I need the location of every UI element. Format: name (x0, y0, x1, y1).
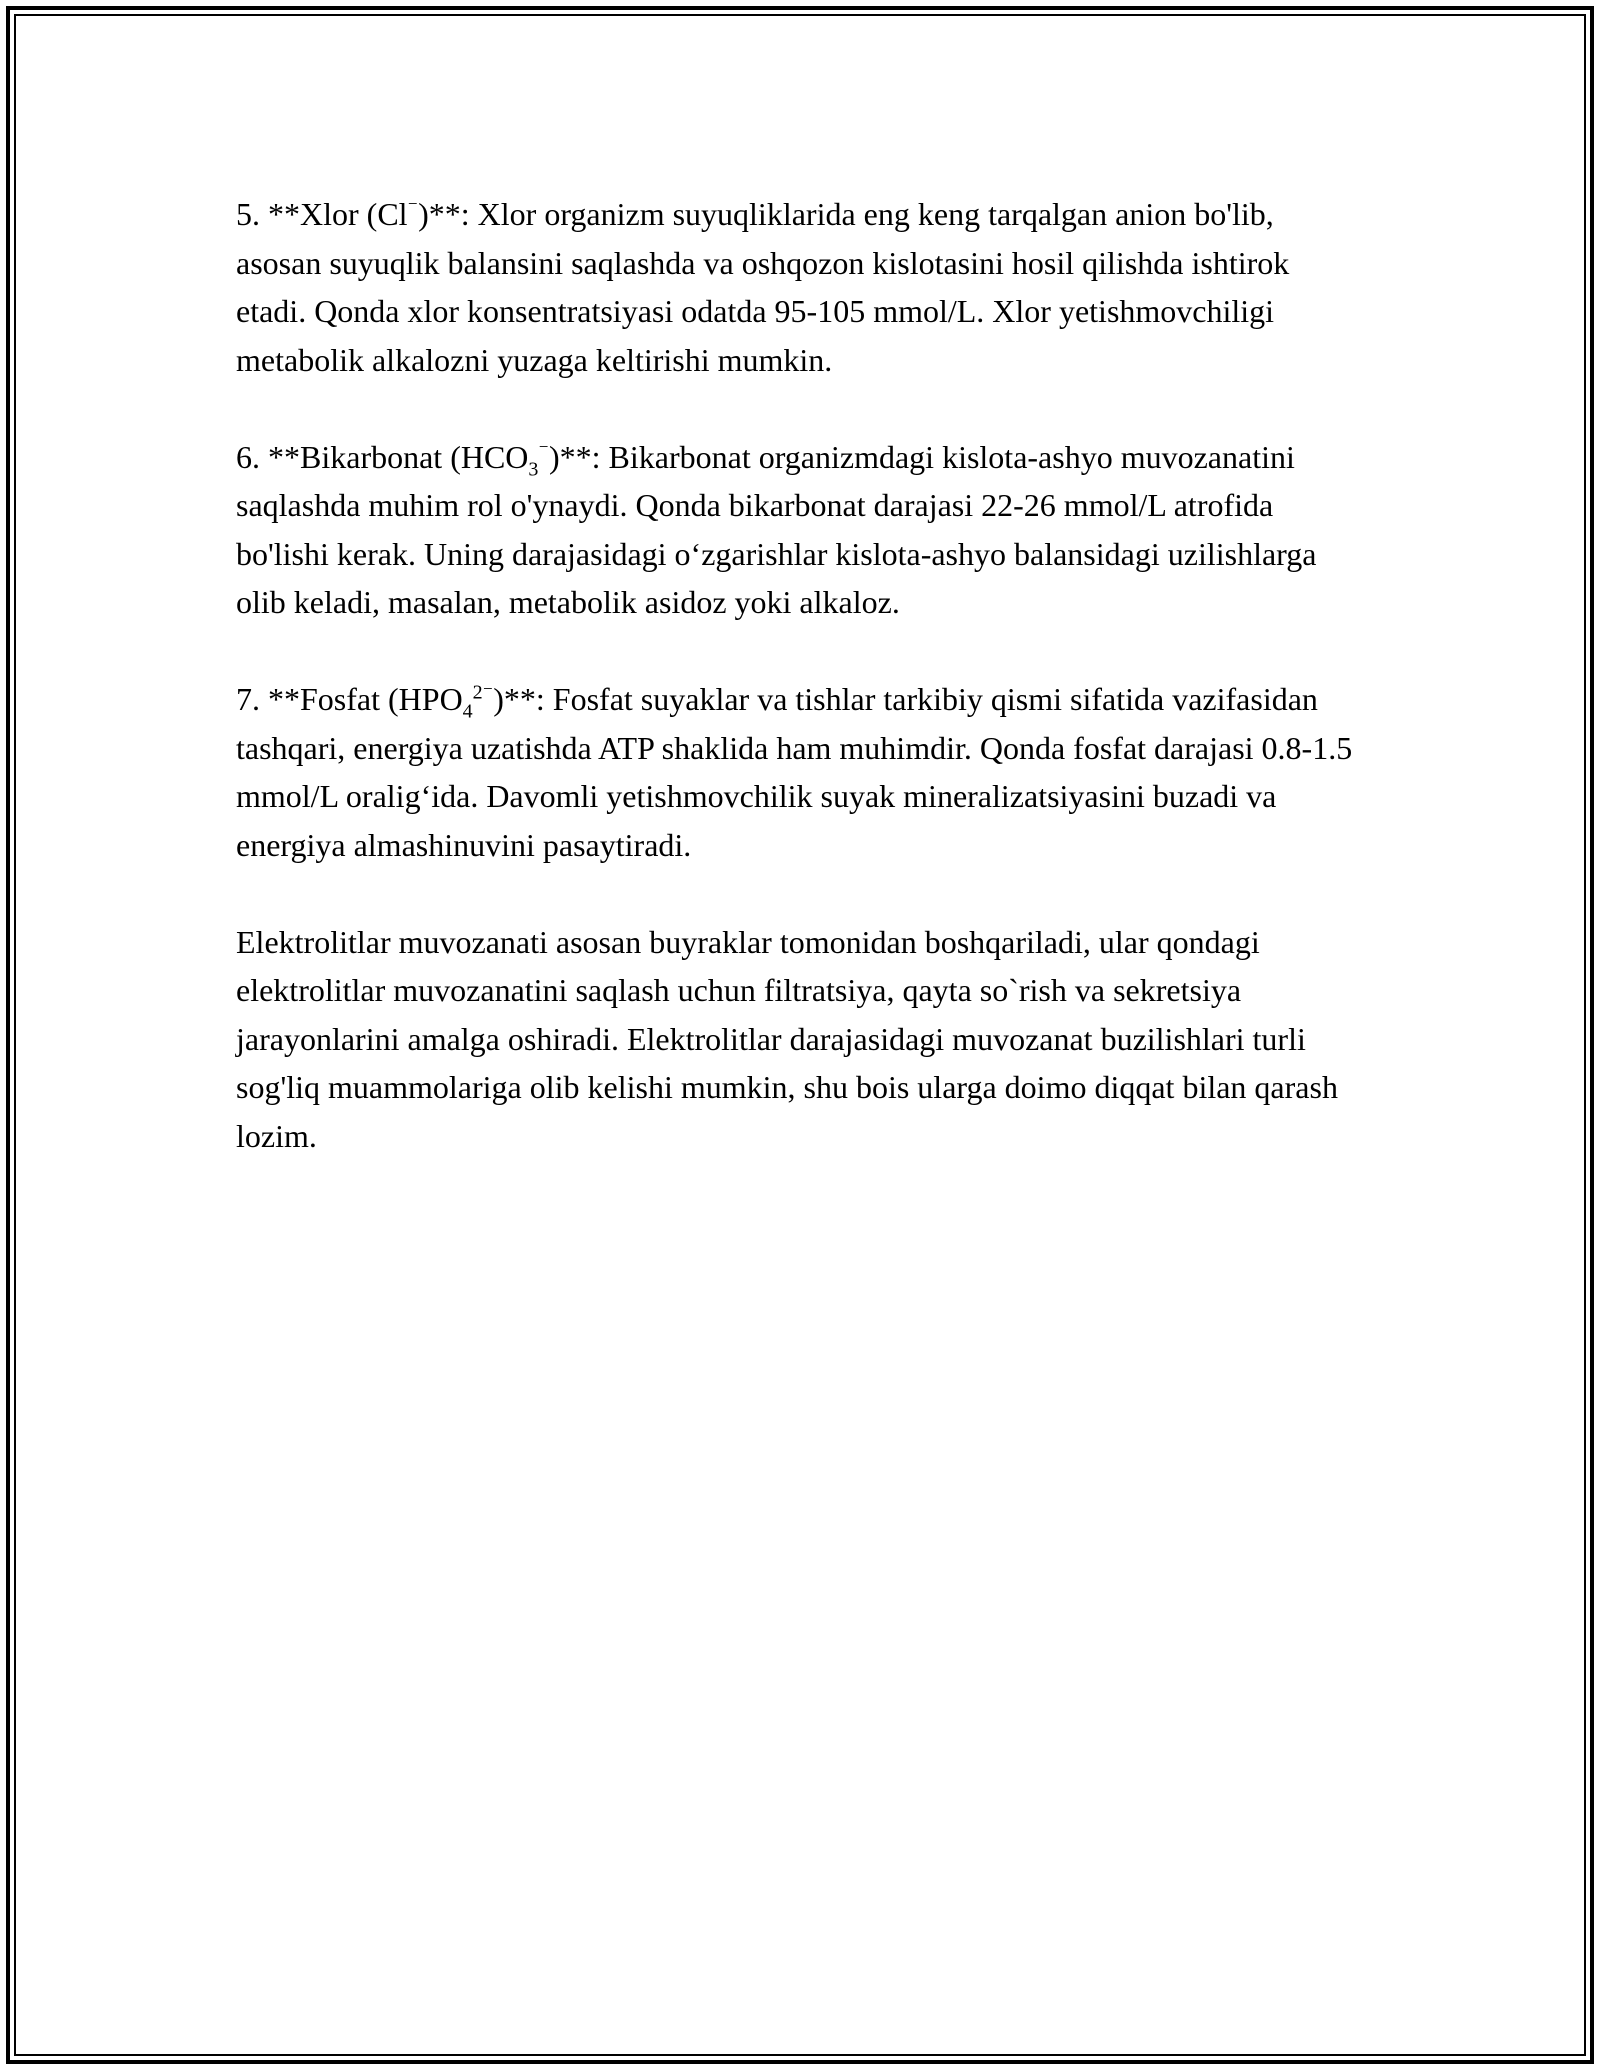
paragraph-chlorine (236, 190, 1366, 384)
paragraph-text: )**: Xlor organizm suyuqliklarida eng keng tarqalgan anion bo'lib, asosan suyuqlik balansini saqlashda va oshqozon kislotasini hosil qilishda ishtirok etadi. Qonda xlor konsentratsiyasi odatda 95-105 mmol/L. Xlor yetishmovchiligi metabolik alkalozni yuzaga keltirishi mumkin. (236, 196, 1290, 378)
superscript-charge: 2⁻ (472, 681, 494, 704)
subscript-count: 3 (528, 457, 539, 480)
paragraph-phosphate (236, 675, 1366, 869)
subscript-count: 4 (462, 700, 473, 723)
paragraph-conclusion: Elektrolitlar muvozanati asosan buyraklar tomonidan boshqariladi, ular qondagi elektrolitlar muvozanatini saqlash uchun filtratsiya, qayta so`rish va sekretsiya jarayonlarini amalga oshiradi. Elektrolitlar darajasidagi muvozanat buzilishlari turli sog'liq muammolariga olib kelishi mumkin, shu bois ularga doimo diqqat bilan qarash lozim. (236, 923, 1338, 1154)
superscript-charge: ⁻ (407, 196, 419, 219)
paragraph-bicarbonate (236, 433, 1366, 627)
paragraph-lead: 7. **Fosfat (HPO (236, 681, 463, 717)
paragraph-text: )**: Fosfat suyaklar va tishlar tarkibiy qismi sifatida vazifasidan tashqari, energiya uzatishda ATP shaklida ham muhimdir. Qonda fosfat darajasi 0.8-1.5 mmol/L oralig‘ida. Davomli yetishmovchilik suyak mineralizatsiyasini buzadi va energiya almashinuvini pasaytiradi. (236, 681, 1353, 863)
document-body (236, 190, 1366, 1160)
paragraph-text: )**: Bikarbonat organizmdagi kislota-ashyo muvozanatini saqlashda muhim rol o'ynaydi. Qonda bikarbonat darajasi 22-26 mmol/L atrofida bo'lishi kerak. Uning darajasidagi o‘zgarishlar kislota-ashyo balansidagi uzilishlarga olib keladi, masalan, metabolik asidoz yoki alkaloz. (236, 438, 1317, 620)
paragraph-lead: 5. **Xlor (Cl (236, 196, 408, 232)
superscript-charge: ⁻ (538, 438, 549, 461)
paragraph-lead: 6. **Bikarbonat (HCO (236, 438, 529, 475)
